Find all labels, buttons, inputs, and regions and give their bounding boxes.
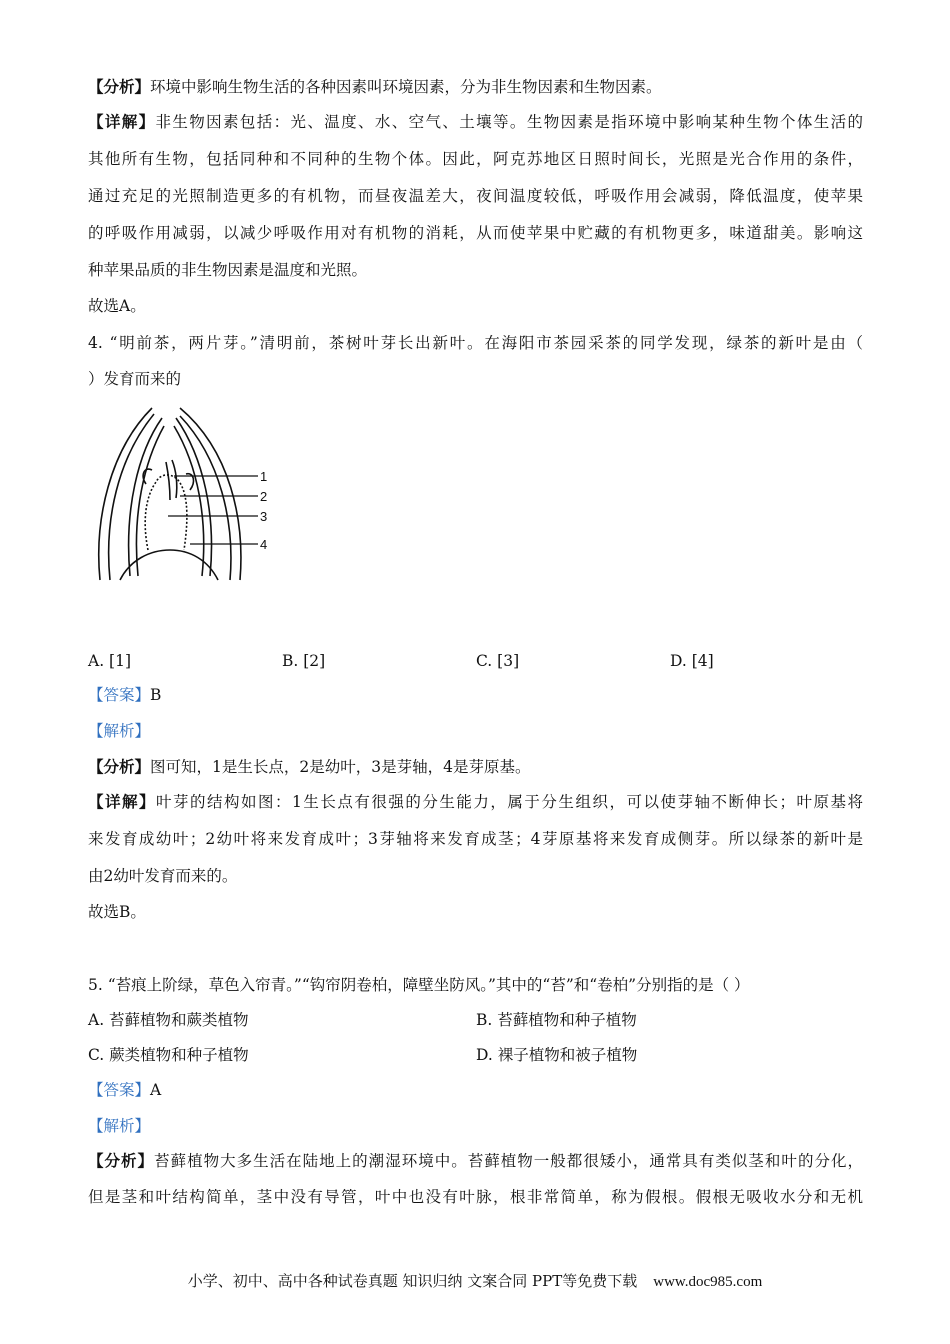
q3-detail-line-1 [88, 111, 863, 133]
q4-conclusion: 故选B。 [88, 903, 146, 921]
q5-analysis-line-1 [88, 1150, 863, 1172]
q4-detail-line-3: 由2幼叶发育而来的。 [88, 867, 238, 885]
q5-option-b[interactable]: B. 苔藓植物和种子植物 [476, 1011, 637, 1029]
q4-option-d[interactable]: D. [4] [670, 652, 714, 670]
q4-option-c[interactable]: C. [3] [476, 652, 520, 670]
detail-text: 非生物因素包括：光、温度、水、空气、土壤等。生物因素是指环境中影响某种生物个体生活的 [155, 113, 863, 131]
analysis-text: 图可知，1是生长点，2是幼叶，3是芽轴，4是芽原基。 [150, 758, 531, 776]
diagram-label-4: 4 [260, 537, 268, 552]
q5-option-d[interactable]: D. 裸子植物和被子植物 [476, 1046, 638, 1064]
q3-conclusion: 故选A。 [88, 297, 146, 315]
q4-detail-line-2: 来发育成幼叶；2幼叶将来发育成叶；3芽轴将来发育成茎；4芽原基将来发育成侧芽。所以绿茶的新叶是 [88, 830, 863, 848]
analysis-tag: 【分析】 [88, 1151, 155, 1170]
q5-option-a[interactable]: A. 苔藓植物和蕨类植物 [88, 1011, 249, 1029]
diagram-label-3: 3 [260, 509, 268, 524]
q3-detail-line-5: 种苹果品质的非生物因素是温度和光照。 [88, 261, 368, 279]
answer-tag: 【答案】 [88, 686, 151, 704]
answer-value: A [150, 1081, 162, 1099]
analysis-text: 苔藓植物大多生活在陆地上的潮湿环境中。苔藓植物一般都很矮小，通常具有类似茎和叶的分化， [154, 1152, 863, 1170]
page-footer [0, 1270, 950, 1291]
footer-text: 小学、初中、高中各种试卷真题 知识归纳 文案合同 PPT等免费下载 [187, 1272, 638, 1290]
q4-stem-line-2: ）发育而来的 [88, 370, 182, 388]
q4-analysis [88, 756, 530, 778]
q5-analysis-line-2: 但是茎和叶结构简单，茎中没有导管，叶中也没有叶脉，根非常简单，称为假根。假根无吸收水分和无机 [88, 1188, 863, 1206]
answer-tag: 【答案】 [88, 1081, 151, 1099]
diagram-label-1: 1 [260, 469, 268, 484]
q5-jiexi-tag: 【解析】 [88, 1117, 151, 1135]
q4-stem-line-1: 4. “明前茶，两片芽。”清明前，茶树叶芽长出新叶。在海阳市茶园采茶的同学发现，绿茶的新叶是由（ [88, 334, 863, 352]
detail-text: 叶芽的结构如图：1生长点有很强的分生能力，属于分生组织，可以使芽轴不断伸长；叶原基将 [156, 793, 863, 811]
q3-detail-line-4: 的呼吸作用减弱，以减少呼吸作用对有机物的消耗，从而使苹果中贮藏的有机物更多，味道甜美。影响这 [88, 224, 863, 242]
q3-detail-line-3: 通过充足的光照制造更多的有机物，而昼夜温差大，夜间温度较低，呼吸作用会减弱，降低温度，使苹果 [88, 187, 863, 205]
q3-detail-line-2: 其他所有生物，包括同种和不同种的生物个体。因此，阿克苏地区日照时间长，光照是光合作用的条件， [88, 150, 863, 168]
q5-answer [88, 1079, 161, 1101]
diagram-label-2: 2 [260, 489, 268, 504]
q4-detail-line-1 [88, 791, 863, 813]
analysis-text: 环境中影响生物生活的各种因素叫环境因素，分为非生物因素和生物因素。 [150, 78, 662, 96]
footer-url[interactable]: www.doc985.com [653, 1274, 763, 1290]
analysis-tag: 【分析】 [88, 757, 151, 776]
analysis-tag: 【分析】 [88, 77, 151, 96]
q4-jiexi-tag: 【解析】 [88, 722, 151, 740]
answer-value: B [150, 686, 162, 704]
detail-tag: 【详解】 [88, 112, 156, 131]
q5-stem: 5. “苔痕上阶绿，草色入帘青。”“钩帘阴卷柏，障壁坐防风。”其中的“苔”和“卷柏”分别指的是（ ） [88, 976, 750, 994]
q4-answer [88, 684, 161, 706]
q4-option-b[interactable]: B. [2] [282, 652, 326, 670]
q4-option-a[interactable]: A. [1] [88, 652, 132, 670]
leaf-bud-diagram [90, 400, 280, 590]
q5-option-c[interactable]: C. 蕨类植物和种子植物 [88, 1046, 249, 1064]
detail-tag: 【详解】 [88, 792, 157, 811]
q3-analysis [88, 76, 662, 98]
